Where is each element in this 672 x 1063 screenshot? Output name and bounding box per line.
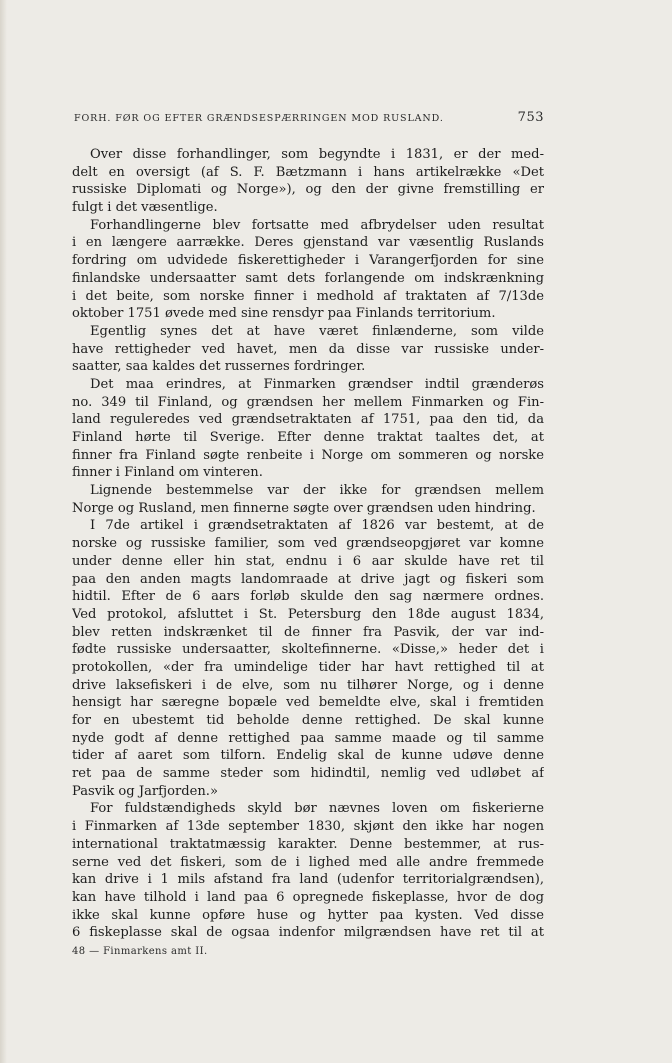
signature-mark: 48 — Finmarkens amt II. xyxy=(72,946,208,957)
paragraph xyxy=(72,376,544,482)
text-line: i det beite, som norske finner i medhold af traktaten af 7/13de xyxy=(72,288,544,304)
text-line: norske og russiske familier, som ved grændseopgjøret var komne xyxy=(72,536,544,552)
text-line: For fuldstændigheds skyld bør nævnes loven om fiskerierne xyxy=(90,801,544,817)
paragraph xyxy=(72,323,544,376)
paragraph xyxy=(72,217,544,323)
text-line: hidtil. Efter de 6 aars forløb skulde den sag nærmere ordnes. xyxy=(72,589,544,605)
text-line: Forhandlingerne blev fortsatte med afbrydelser uden resultat xyxy=(90,217,544,233)
text-line: fordring om udvidede fiskerettigheder i Varangerfjorden for sine xyxy=(72,253,544,269)
text-line: 6 fiskeplasse skal de ogsaa indenfor milgrændsen have ret til at xyxy=(72,925,544,941)
paragraph xyxy=(72,482,544,517)
text-line: Finland hørte til Sverige. Efter denne traktat taaltes det, at xyxy=(72,430,544,445)
text-line: have rettigheder ved havet, men da disse var russiske under- xyxy=(72,341,544,357)
text-line: kan have tilhold i land paa 6 opregnede fiskeplasse, hvor de dog xyxy=(72,889,544,905)
text-line: no. 349 til Finland, og grændsen her mellem Finmarken og Fin- xyxy=(72,394,544,410)
text-line: finner fra Finland søgte renbeite i Norge om sommeren og norske xyxy=(72,447,544,463)
text-line: paa den anden magts landomraade at drive jagt og fiskeri som xyxy=(72,571,544,587)
text-line: for en ubestemt tid beholde denne rettighed. De skal kunne xyxy=(72,713,544,728)
text-line: tider af aaret som tilforn. Endelig skal de kunne udøve denne xyxy=(72,748,544,764)
text-line: Pasvik og Jarfjorden.» xyxy=(72,783,218,799)
text-line: blev retten indskrænket til de finner fra Pasvik, der var ind- xyxy=(72,624,544,640)
running-head: FORH. FØR OG EFTER GRÆNDSESPÆRRINGEN MOD RUSLAND. xyxy=(74,113,444,124)
text-line: Ved protokol, afsluttet i St. Petersburg den 18de august 1834, xyxy=(72,606,544,622)
text-line: Det maa erindres, at Finmarken grændser indtil grænderøs xyxy=(90,376,544,392)
body-text xyxy=(72,146,544,942)
text-line: delt en oversigt (af S. F. Bætzmann i hans artikelrække «Det xyxy=(72,164,544,180)
text-line: I 7de artikel i grændsetraktaten af 1826 var bestemt, at de xyxy=(90,518,544,534)
text-line: Norge og Rusland, men finnerne søgte over grændsen uden hindring. xyxy=(72,500,536,516)
paragraph xyxy=(72,517,544,800)
text-line: serne ved det fiskeri, som de i lighed med alle andre fremmede xyxy=(72,854,544,870)
paragraph xyxy=(72,146,544,217)
paragraph xyxy=(72,800,544,942)
text-line: kan drive i 1 mils afstand fra land (udenfor territorialgrændsen), xyxy=(72,872,544,888)
text-line: i en længere aarrække. Deres gjenstand var væsentlig Ruslands xyxy=(72,235,544,251)
text-line: nyde godt af denne rettighed paa samme maade og til samme xyxy=(72,730,544,746)
text-line: international traktatmæssig karakter. Denne bestemmer, at rus- xyxy=(72,836,544,852)
text-line: i Finmarken af 13de september 1830, skjønt den ikke har nogen xyxy=(72,819,544,835)
page-header xyxy=(72,110,544,128)
text-line: fødte russiske undersaatter, skoltefinnerne. «Disse,» heder det i xyxy=(72,642,544,658)
text-line: oktober 1751 øvede med sine rensdyr paa Finlands territorium. xyxy=(72,306,496,322)
text-line: fulgt i det væsentlige. xyxy=(72,200,218,216)
text-line: hensigt har særegne bopæle ved bemeldte elve, skal i fremtiden xyxy=(72,695,544,711)
text-line: ikke skal kunne opføre huse og hytter paa kysten. Ved disse xyxy=(72,907,544,923)
text-line: Over disse forhandlinger, som begyndte i 1831, er der med- xyxy=(90,147,544,162)
text-line: drive laksefiskeri i de elve, som nu tilhører Norge, og i denne xyxy=(72,677,544,693)
text-line: Lignende bestemmelse var der ikke for grændsen mellem xyxy=(90,483,544,499)
text-line: finner i Finland om vinteren. xyxy=(72,465,263,481)
text-line: ret paa de samme steder som hidindtil, nemlig ved udløbet af xyxy=(72,766,544,782)
text-line: Egentlig synes det at have været finlænderne, som vilde xyxy=(90,323,544,339)
text-line: land reguleredes ved grændsetraktaten af 1751, paa den tid, da xyxy=(72,412,544,428)
text-line: under denne eller hin stat, endnu i 6 aar skulde have ret til xyxy=(72,553,544,569)
text-line: finlandske undersaatter samt dets forlangende om indskrænkning xyxy=(72,270,544,286)
text-line: protokollen, «der fra umindelige tider har havt rettighed til at xyxy=(72,659,544,675)
page-edge-shadow xyxy=(0,0,7,1063)
text-line: russiske Diplomati og Norge»), og den der givne fremstilling er xyxy=(72,182,544,198)
text-line: saatter, saa kaldes det russernes fordringer. xyxy=(72,359,366,375)
page-number: 753 xyxy=(517,110,544,125)
